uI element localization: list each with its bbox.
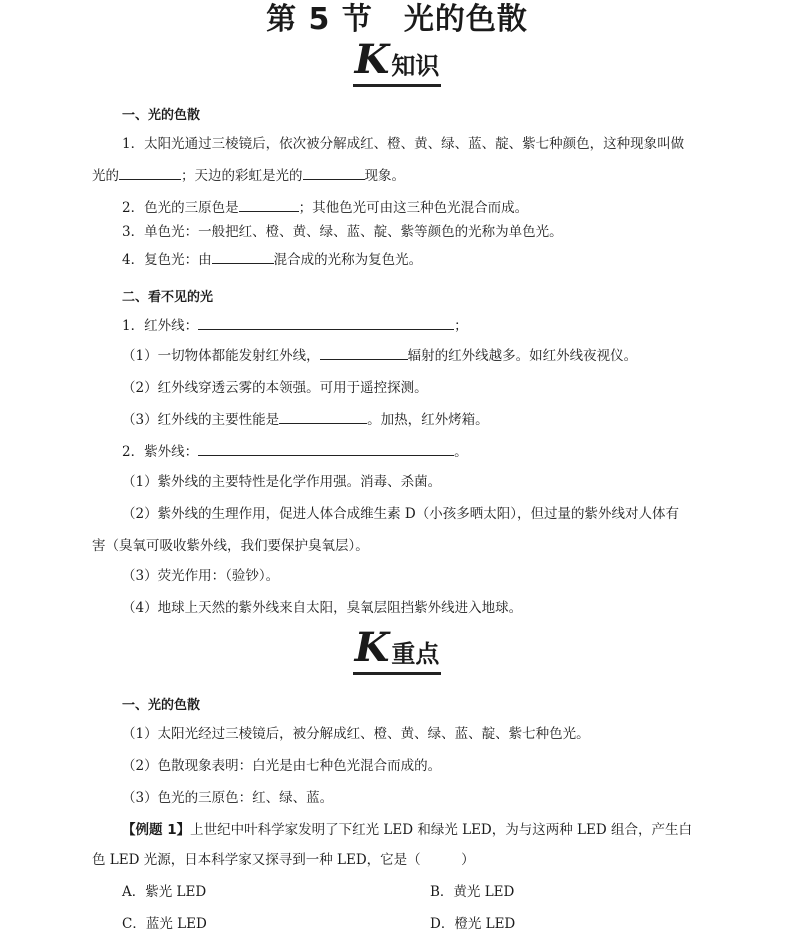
text: 辐射的红外线越多。如红外线夜视仪。: [407, 348, 638, 364]
option-d[interactable]: D．橙光 LED: [430, 916, 516, 932]
ir-item-1: [122, 346, 637, 366]
fill-blank[interactable]: [303, 167, 365, 180]
paragraph-1a: 1．太阳光通过三棱镜后，依次被分解成红、橙、黄、绿、蓝、靛、紫七种颜色，这种现象叫做: [122, 136, 685, 152]
option-c[interactable]: C．蓝光 LED: [122, 916, 207, 932]
banner-k-letter: K: [354, 624, 390, 671]
option-b[interactable]: B．黄光 LED: [430, 884, 515, 900]
fill-blank[interactable]: [119, 167, 181, 180]
key-item-2: （2）色散现象表明：白光是由七种色光混合而成的。: [122, 758, 442, 774]
paragraph-3: 3．单色光：一般把红、橙、黄、绿、蓝、靛、紫等颜色的光称为单色光。: [122, 224, 563, 240]
option-a[interactable]: A．紫光 LED: [122, 884, 207, 900]
example-question-line-2: 色 LED 光源，日本科学家又探寻到一种 LED，它是（ ）: [92, 852, 475, 868]
text: 2．色光的三原色是: [122, 200, 239, 216]
text: 。: [454, 444, 468, 460]
uv-item-2a: （2）紫外线的生理作用，促进人体合成维生素 D（小孩多晒太阳），但过量的紫外线对人体有: [122, 506, 679, 522]
key-points-banner: [0, 624, 794, 675]
text: ；天边的彩虹是光的: [181, 168, 303, 184]
text: 1．红外线：: [122, 318, 199, 334]
uv-item-1: （1）紫外线的主要特性是化学作用强。消毒、杀菌。: [122, 474, 442, 490]
example-question-line-1: [122, 820, 692, 840]
banner-label: 重点: [391, 640, 440, 668]
uv-item-3: （3）荧光作用：（验钞）。: [122, 568, 280, 584]
ir-item-3: [122, 410, 489, 430]
fill-blank[interactable]: [198, 317, 454, 330]
uv-item-4: （4）地球上天然的紫外线来自太阳，臭氧层阻挡紫外线进入地球。: [122, 600, 523, 616]
banner-k-letter: K: [354, 36, 390, 83]
section-heading-invisible-light: 二、看不见的光: [122, 290, 214, 305]
text: ；其他色光可由这三种色光混合而成。: [298, 200, 529, 216]
fill-blank[interactable]: [320, 347, 408, 360]
page-title: 第 5 节 光的色散: [266, 2, 528, 37]
text: 光的: [92, 168, 119, 184]
paragraph-1b: [92, 166, 405, 186]
section-heading-dispersion: 一、光的色散: [122, 108, 201, 123]
example-label: 【例题 1】: [122, 822, 191, 838]
fill-blank[interactable]: [279, 411, 367, 424]
fill-blank[interactable]: [198, 443, 454, 456]
fill-blank[interactable]: [212, 251, 274, 264]
paragraph-4: [122, 250, 422, 270]
ir-item-2: （2）红外线穿透云雾的本领强。可用于遥控探测。: [122, 380, 428, 396]
key-item-3: （3）色光的三原色：红、绿、蓝。: [122, 790, 334, 806]
text: （1）一切物体都能发射红外线，: [122, 348, 320, 364]
text: （3）红外线的主要性能是: [122, 412, 280, 428]
knowledge-banner: [0, 36, 794, 87]
paragraph-2: [122, 198, 528, 218]
text: 现象。: [364, 168, 405, 184]
key-heading-dispersion: 一、光的色散: [122, 698, 201, 713]
banner-label: 知识: [391, 52, 440, 80]
uv-line: [122, 442, 468, 462]
fill-blank[interactable]: [239, 199, 299, 212]
text: ；: [454, 318, 468, 334]
text: 4．复色光：由: [122, 252, 212, 268]
text: 上世纪中叶科学家发明了下红光 LED 和绿光 LED，为与这两种 LED 组合，产生白: [190, 822, 692, 838]
text: 混合成的光称为复色光。: [273, 252, 423, 268]
ir-line: [122, 316, 468, 336]
key-item-1: （1）太阳光经过三棱镜后，被分解成红、橙、黄、绿、蓝、靛、紫七种色光。: [122, 726, 590, 742]
text: 。加热，红外烤箱。: [367, 412, 489, 428]
text: 2．紫外线：: [122, 444, 199, 460]
uv-item-2b: 害（臭氧可吸收紫外线，我们要保护臭氧层）。: [92, 538, 369, 554]
